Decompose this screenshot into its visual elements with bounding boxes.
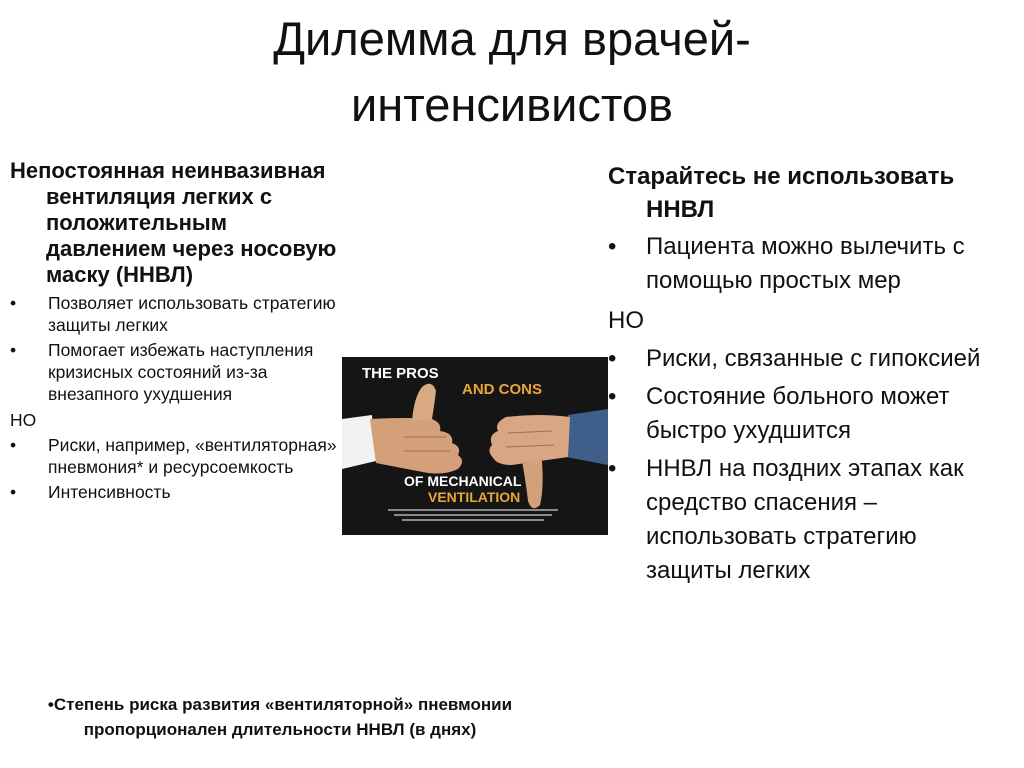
slide-title xyxy=(0,6,1024,138)
bullet-dot: • xyxy=(10,293,17,313)
bullet-dot: • xyxy=(10,482,17,502)
bullet-dot: • xyxy=(10,435,17,455)
image-text-of-mechanical: OF MECHANICAL xyxy=(404,473,522,489)
left-heading: Непостоянная неинвазивная вентиляция легких с положительным давлением через носовую маску (ННВЛ) xyxy=(10,158,337,287)
left-column xyxy=(10,158,340,506)
right-bullet-2 xyxy=(608,342,1008,376)
right-but-label: НО xyxy=(608,307,644,334)
left-bullet-1 xyxy=(10,292,340,336)
bullet-dot: • xyxy=(608,233,617,260)
left-bullet-3-text: Риски, например, «вентиляторная» пневмония* и ресурсоемкость xyxy=(48,435,337,477)
left-bullet-4 xyxy=(10,481,340,503)
right-bullet-4 xyxy=(608,452,1008,588)
footnote: •Степень риска развития «вентиляторной» пневмонии пропорционален длительности ННВЛ (в днях) xyxy=(47,695,513,739)
bullet-dot: • xyxy=(608,383,617,410)
left-but-label: НО xyxy=(10,410,37,430)
image-text-ventilation: VENTILATION xyxy=(428,489,521,505)
image-text-pros: THE PROS xyxy=(362,365,439,382)
left-bullet-2-text: Помогает избежать наступления кризисных состояний из-за внезапного ухудшения xyxy=(48,340,314,404)
title-line-2: интенсивистов xyxy=(351,78,673,131)
right-bullet-1 xyxy=(608,230,1008,298)
left-bullet-3 xyxy=(10,434,340,478)
pros-cons-image xyxy=(342,357,608,535)
right-bullet-4-text: ННВЛ на поздних этапах как средство спасения – использовать стратегию защиты легких xyxy=(646,455,964,584)
bullet-dot: • xyxy=(10,340,17,360)
bullet-dot: • xyxy=(608,345,617,372)
left-bullet-2 xyxy=(10,339,340,405)
right-bullet-1-text: Пациента можно вылечить с помощью простых мер xyxy=(646,233,965,294)
left-bullet-4-text: Интенсивность xyxy=(48,482,171,502)
right-bullet-2-text: Риски, связанные с гипоксией xyxy=(646,345,981,372)
left-bullet-1-text: Позволяет использовать стратегию защиты легких xyxy=(48,293,336,335)
right-heading: Старайтесь не использовать ННВЛ xyxy=(608,163,955,223)
bullet-dot: • xyxy=(608,455,617,482)
right-column xyxy=(608,160,1008,592)
right-bullet-3-text: Состояние больного может быстро ухудшится xyxy=(646,383,950,444)
image-text-cons: AND CONS xyxy=(462,381,543,398)
title-line-1: Дилемма для врачей- xyxy=(273,12,751,65)
right-bullet-3 xyxy=(608,380,1008,448)
image-fine-print xyxy=(388,507,558,527)
